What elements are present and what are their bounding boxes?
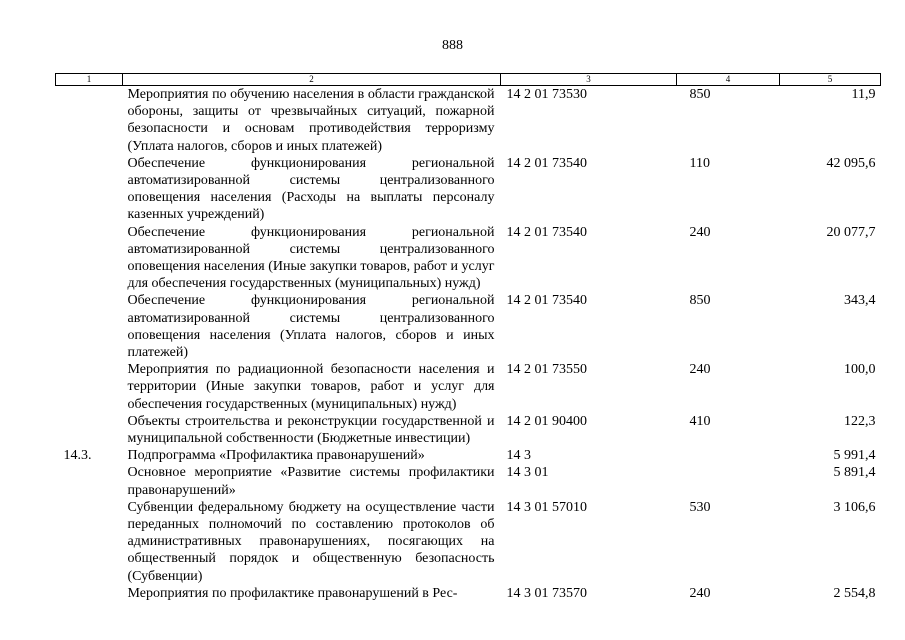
- table-row: [56, 292, 881, 361]
- row-code: 14 2 01 73540: [506, 224, 587, 240]
- row-amount: 42 095,6: [826, 155, 876, 171]
- row-name: Обеспечение функционирования региональной автоматизированной системы централизованного оповещения населения (Уплата налогов, сборов и иных платежей): [127, 293, 495, 361]
- row-name: Мероприятия по профилактике правонарушений в Рес-: [127, 585, 458, 601]
- row-code: 14 2 01 73540: [506, 293, 587, 309]
- row-name: Обеспечение функционирования региональной автоматизированной системы централизованного оповещения населения (Расходы на выплаты персоналу казенных учреждений): [127, 155, 495, 223]
- row-name: Основное мероприятие «Развитие системы профилактики правонарушений»: [127, 465, 495, 498]
- row-number: [56, 224, 123, 293]
- table-row: [56, 464, 881, 498]
- row-name: Мероприятия по обучению населения в области гражданской обороны, защиты от чрезвычайных ситуаций, пожарной безопасности и основам противодействия терроризму (Уплата налогов, сборов и иных платежей): [127, 87, 495, 154]
- row-name: Субвенции федеральному бюджету на осуществление части переданных полномочий по составлению протоколов об административных правонарушениях, посягающих на общественный порядок и общественную безопасность (Субвенции): [127, 499, 495, 584]
- row-expense-type: 110: [689, 155, 710, 171]
- table-row: [56, 155, 881, 224]
- table-row: [56, 86, 881, 155]
- row-number: 14.3.: [63, 448, 92, 464]
- row-code: 14 3: [506, 448, 531, 464]
- row-amount: 100,0: [844, 362, 876, 378]
- row-number: [56, 464, 123, 498]
- column-header-3: 3: [501, 74, 677, 86]
- row-expense-type: 850: [689, 87, 711, 102]
- row-name: Обеспечение функционирования региональной автоматизированной системы централизованного оповещения населения (Иные закупки товаров, работ и услуг для обеспечения государственных (муниципальных) нужд): [127, 224, 495, 292]
- row-amount: 2 554,8: [833, 585, 876, 601]
- row-number: [56, 292, 123, 361]
- table-row: [56, 413, 881, 447]
- row-code: 14 2 01 90400: [506, 413, 587, 429]
- row-expense-type: 240: [689, 585, 711, 601]
- row-expense-type: 240: [689, 224, 711, 240]
- row-amount: 122,3: [844, 413, 876, 429]
- row-code: 14 3 01 73570: [506, 585, 587, 601]
- table-row: [56, 361, 881, 413]
- row-number: [56, 86, 123, 155]
- header-row: [56, 74, 881, 86]
- row-number: [56, 155, 123, 224]
- table-row: [56, 499, 881, 585]
- row-amount: 5 991,4: [833, 448, 876, 464]
- row-code: 14 3 01: [506, 465, 549, 481]
- row-code: 14 2 01 73530: [506, 87, 587, 102]
- column-header-5: 5: [780, 74, 881, 86]
- row-number: [56, 413, 123, 447]
- row-expense-type: [677, 464, 780, 498]
- row-number: [56, 499, 123, 585]
- column-header-1: 1: [56, 74, 123, 86]
- row-amount: 11,9: [851, 87, 876, 102]
- row-name: Подпрограмма «Профилактика правонарушений»: [127, 448, 425, 464]
- row-number: [56, 585, 123, 602]
- row-amount: 5 891,4: [833, 465, 876, 481]
- row-amount: 20 077,7: [826, 224, 876, 240]
- row-amount: 343,4: [844, 293, 876, 309]
- row-expense-type: 240: [689, 362, 711, 378]
- row-expense-type: [677, 447, 780, 464]
- row-code: 14 2 01 73550: [506, 362, 587, 378]
- table-row: [56, 585, 881, 602]
- column-header-2: 2: [123, 74, 501, 86]
- budget-table: [55, 73, 881, 602]
- row-number: [56, 361, 123, 413]
- row-code: 14 3 01 57010: [506, 499, 587, 515]
- table-row: [56, 224, 881, 293]
- row-name: Мероприятия по радиационной безопасности населения и территории (Иные закупки товаров, работ и услуг для обеспечения государственных (муниципальных) нужд): [127, 362, 495, 412]
- row-name: Объекты строительства и реконструкции государственной и муниципальной собственности (Бюджетные инвестиции): [127, 413, 495, 447]
- row-amount: 3 106,6: [833, 499, 876, 515]
- row-code: 14 2 01 73540: [506, 155, 587, 171]
- row-expense-type: 410: [689, 413, 711, 429]
- row-expense-type: 530: [689, 499, 711, 515]
- row-expense-type: 850: [689, 293, 711, 309]
- table-row: [56, 447, 881, 464]
- page-number: 888: [442, 38, 463, 53]
- column-header-4: 4: [677, 74, 780, 86]
